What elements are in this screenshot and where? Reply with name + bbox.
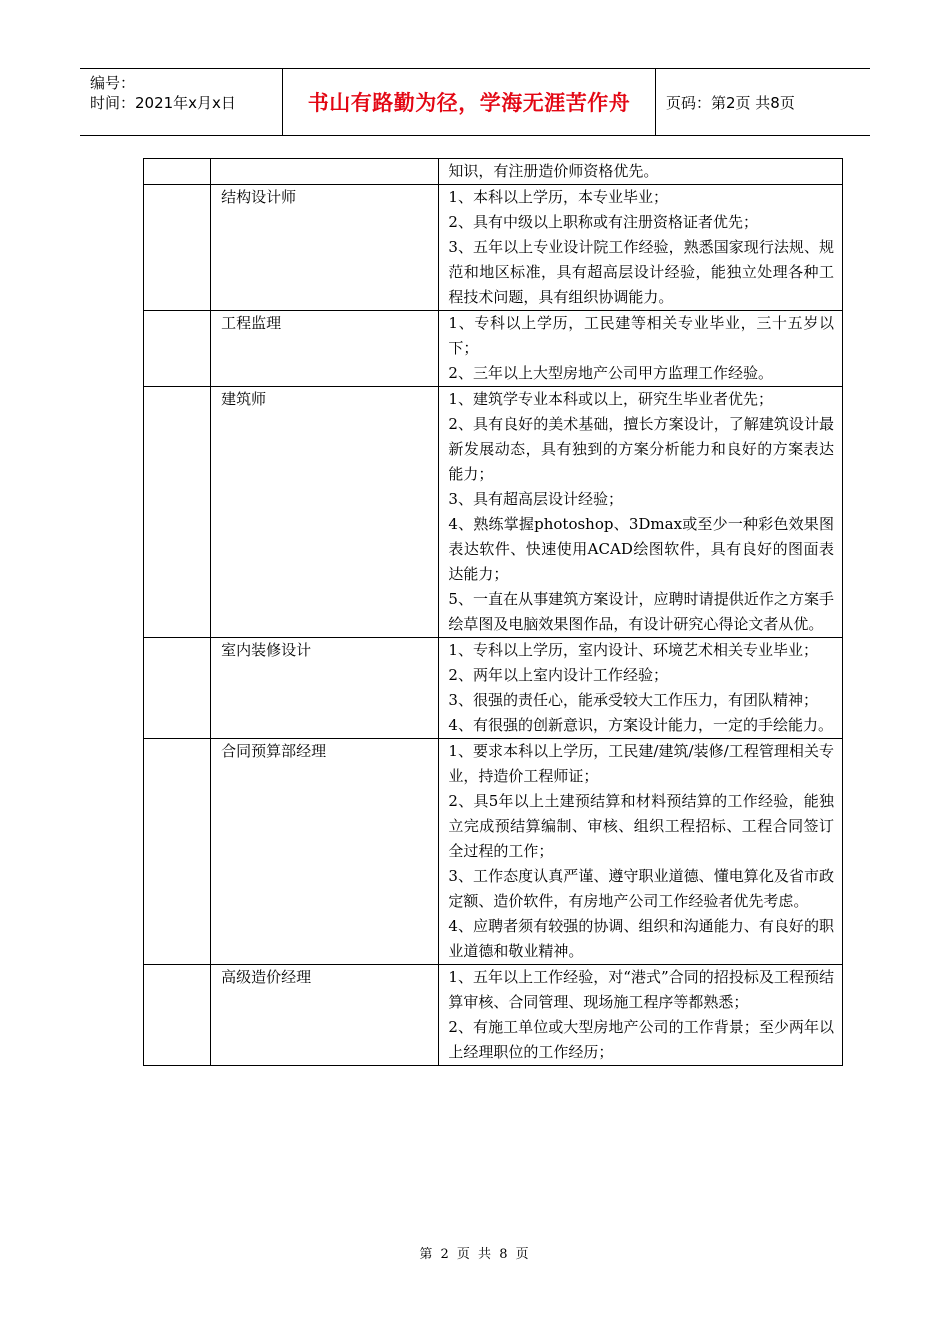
job-requirements-cell [439, 387, 843, 638]
requirement-item: 知识，有注册造价师资格优先。 [448, 162, 659, 180]
job-requirements-cell [439, 159, 843, 185]
job-requirements-cell [439, 638, 843, 739]
job-title-cell: 结构设计师 [211, 185, 439, 311]
row-index-cell [144, 965, 211, 1066]
table-row [144, 311, 843, 387]
serial-number-label: 编号： [90, 74, 136, 92]
requirement-item: 4、熟练掌握photoshop、3Dmax或至少一种彩色效果图表达软件、快速使用ACAD绘图软件，具有良好的图面表达能力； [448, 515, 834, 583]
table-row [144, 159, 843, 185]
requirement-item: 1、要求本科以上学历，工民建/建筑/装修/工程管理相关专业，持造价工程师证； [448, 742, 834, 785]
table-row [144, 185, 843, 311]
header-meta [80, 69, 282, 135]
requirement-item: 1、专科以上学历，工民建等相关专业毕业，三十五岁以下； [448, 314, 834, 357]
requirement-item: 2、有施工单位或大型房地产公司的工作背景；至少两年以上经理职位的工作经历； [448, 1018, 834, 1061]
page-header [80, 68, 870, 136]
page-footer: 第 2 页 共 8 页 [419, 1247, 531, 1262]
job-requirements-cell [439, 185, 843, 311]
job-title-cell [211, 159, 439, 185]
header-motto: 书山有路勤为径，学海无涯苦作舟 [282, 69, 656, 135]
job-requirements-table [143, 158, 843, 1066]
job-title-cell: 室内装修设计 [211, 638, 439, 739]
requirement-item: 3、具有超高层设计经验； [448, 490, 623, 508]
requirement-item: 1、建筑学专业本科或以上，研究生毕业者优先； [448, 390, 773, 408]
requirement-item: 3、五年以上专业设计院工作经验，熟悉国家现行法规、规范和地区标准，具有超高层设计经验，能独立处理各种工程技术问题，具有组织协调能力。 [448, 238, 834, 306]
job-title-cell: 建筑师 [211, 387, 439, 638]
requirement-item: 5、一直在从事建筑方案设计，应聘时请提供近作之方案手绘草图及电脑效果图作品，有设计研究心得论文者从优。 [448, 590, 834, 633]
row-index-cell [144, 638, 211, 739]
job-title-cell: 合同预算部经理 [211, 739, 439, 965]
header-page-info: 页码：第2页 共8页 [666, 93, 795, 112]
requirement-item: 3、很强的责任心，能承受较大工作压力，有团队精神； [448, 691, 818, 709]
requirement-item: 4、有很强的创新意识，方案设计能力，一定的手绘能力。 [448, 716, 833, 734]
table-row [144, 965, 843, 1066]
requirement-item: 2、两年以上室内设计工作经验； [448, 666, 668, 684]
row-index-cell [144, 311, 211, 387]
requirement-item: 1、专科以上学历，室内设计、环境艺术相关专业毕业； [448, 641, 818, 659]
requirement-item: 1、本科以上学历，本专业毕业； [448, 188, 668, 206]
requirement-item: 2、三年以上大型房地产公司甲方监理工作经验。 [448, 364, 773, 382]
table-row [144, 387, 843, 638]
table-row [144, 638, 843, 739]
row-index-cell [144, 739, 211, 965]
date-label: 时间：2021年x月x日 [90, 94, 236, 112]
row-index-cell [144, 185, 211, 311]
requirement-item: 2、具有良好的美术基础，擅长方案设计，了解建筑设计最新发展动态，具有独到的方案分析能力和良好的方案表达能力； [448, 415, 834, 483]
requirement-item: 3、工作态度认真严谨、遵守职业道德、懂电算化及省市政定额、造价软件，有房地产公司工作经验者优先考虑。 [448, 867, 834, 910]
row-index-cell [144, 387, 211, 638]
requirement-item: 4、应聘者须有较强的协调、组织和沟通能力、有良好的职业道德和敬业精神。 [448, 917, 834, 960]
job-title-cell: 工程监理 [211, 311, 439, 387]
job-requirements-cell [439, 739, 843, 965]
requirement-item: 2、具有中级以上职称或有注册资格证者优先； [448, 213, 758, 231]
job-requirements-cell [439, 311, 843, 387]
job-requirements-cell [439, 965, 843, 1066]
row-index-cell [144, 159, 211, 185]
requirement-item: 1、五年以上工作经验，对“港式”合同的招投标及工程预结算审核、合同管理、现场施工程序等都熟悉； [448, 968, 834, 1011]
table-row [144, 739, 843, 965]
job-title-cell: 高级造价经理 [211, 965, 439, 1066]
requirement-item: 2、具5年以上土建预结算和材料预结算的工作经验，能独立完成预结算编制、审核、组织工程招标、工程合同签订全过程的工作； [448, 792, 834, 860]
